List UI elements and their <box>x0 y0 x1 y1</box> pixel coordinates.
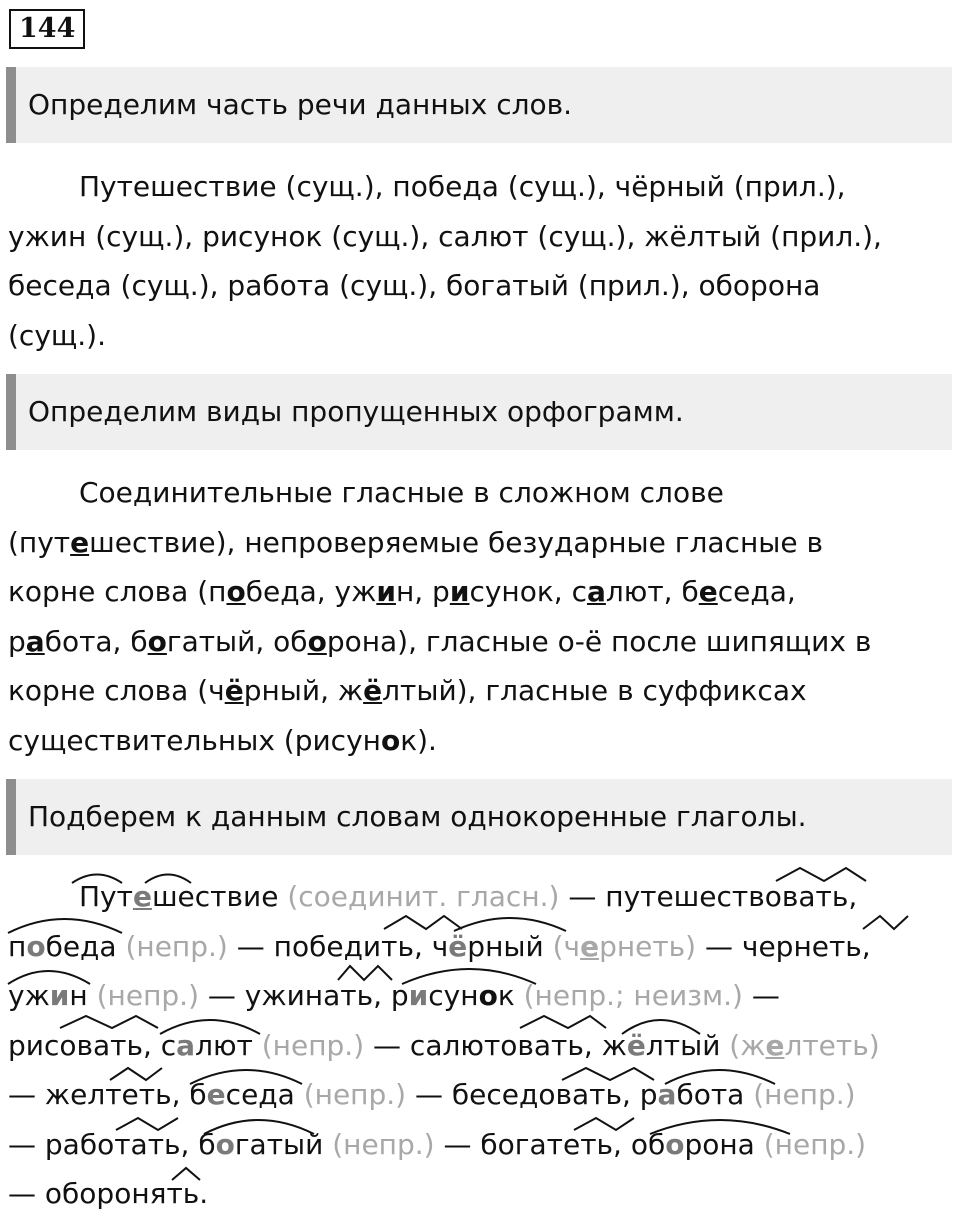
task-number: 144 <box>9 9 85 49</box>
vowel-letter: о <box>215 1127 235 1161</box>
text-line: (сущ.). <box>8 318 106 352</box>
vowel-letter: о <box>478 979 498 1012</box>
vowel-letter: а <box>657 1078 677 1111</box>
text-line: работа, богатый, оборона), гласные о-ё после шипящих в <box>8 624 872 658</box>
note-gray: (непр.; неизм.) <box>514 979 743 1012</box>
part-of-speech-paragraph <box>8 162 952 360</box>
orthogram-letter: о <box>147 624 167 658</box>
text-line: ужин (непр.) — ужинать, рисунок (непр.; неизм.) — <box>8 979 780 1012</box>
text-line: существительных (рисунок). <box>8 723 437 757</box>
text-line: Соединительные гласные в сложном слове <box>79 476 724 509</box>
note-gray: (непр.) <box>754 1127 867 1161</box>
text-line: Путешествие (соединит. гласн.) — путешествовать, <box>79 880 858 913</box>
text-line: рисовать, салют (непр.) — салютовать, жёлтый (желтеть) <box>8 1028 880 1062</box>
note-gray: (непр.) <box>744 1078 856 1111</box>
vowel-letter: е <box>206 1078 226 1111</box>
orthogram-letter: е <box>70 525 90 559</box>
section-heading-verbs: Подберем к данным словам однокоренные глаголы. <box>6 779 952 855</box>
note-gray: (непр.) <box>323 1127 435 1161</box>
text-line: беседа (сущ.), работа (сущ.), богатый (прил.), оборона <box>8 269 821 302</box>
text-line: корне слова (чёрный, жёлтый), гласные в суффиксах <box>8 674 807 707</box>
orthogram-letter: и <box>449 575 470 608</box>
vowel-letter: о <box>665 1127 685 1161</box>
text-line: (путешествие), непроверяемые безударные гласные в <box>8 525 823 559</box>
text-line: ужин (сущ.), рисунок (сущ.), салют (сущ.), жёлтый (прил.), <box>8 219 882 253</box>
vowel-letter: а <box>176 1028 196 1062</box>
text-line: — желтеть, беседа (непр.) — беседовать, работа (непр.) <box>8 1078 856 1111</box>
text-line: — оборонять. <box>8 1177 209 1210</box>
note-gray: (непр.) <box>116 929 228 963</box>
note-gray: (непр.) <box>252 1028 365 1062</box>
vowel-letter: е <box>765 1028 785 1062</box>
text-line: корне слова (победа, ужин, рисунок, салют, беседа, <box>8 575 796 608</box>
vowel-letter: ё <box>626 1028 646 1062</box>
verbs-paragraph <box>8 872 952 1219</box>
orthogram-letter: ё <box>224 674 244 707</box>
vowel-letter: е <box>132 880 152 913</box>
text-line: победа (непр.) — победить, чёрный (чернеть) — чернеть, <box>8 929 871 963</box>
text-line: Путешествие (сущ.), победа (сущ.), чёрный (прил.), <box>79 170 846 203</box>
note-gray: (непр.) <box>87 979 199 1012</box>
note-gray: (непр.) <box>294 1078 407 1111</box>
orthograms-paragraph <box>8 468 952 765</box>
vowel-letter: и <box>49 979 70 1012</box>
vowel-letter: и <box>408 979 429 1012</box>
section-heading-part-of-speech: Определим часть речи данных слов. <box>6 67 952 143</box>
orthogram-letter: а <box>586 575 606 608</box>
orthogram-letter: о <box>226 575 246 608</box>
vowel-letter: е <box>580 929 600 963</box>
orthogram-letter: о <box>380 723 401 757</box>
vowel-letter: о <box>26 929 46 963</box>
vowel-letter: ё <box>448 929 468 963</box>
orthogram-letter: ё <box>363 674 383 707</box>
note-gray: (соединит. гласн.) <box>278 880 560 913</box>
orthogram-letter: а <box>25 624 45 658</box>
section-heading-orthograms: Определим виды пропущенных орфограмм. <box>6 374 952 450</box>
text-line: — работать, богатый (непр.) — богатеть, оборона (непр.) <box>8 1127 867 1161</box>
orthogram-letter: е <box>698 575 718 608</box>
orthogram-letter: о <box>307 624 327 658</box>
orthogram-letter: и <box>376 575 396 608</box>
